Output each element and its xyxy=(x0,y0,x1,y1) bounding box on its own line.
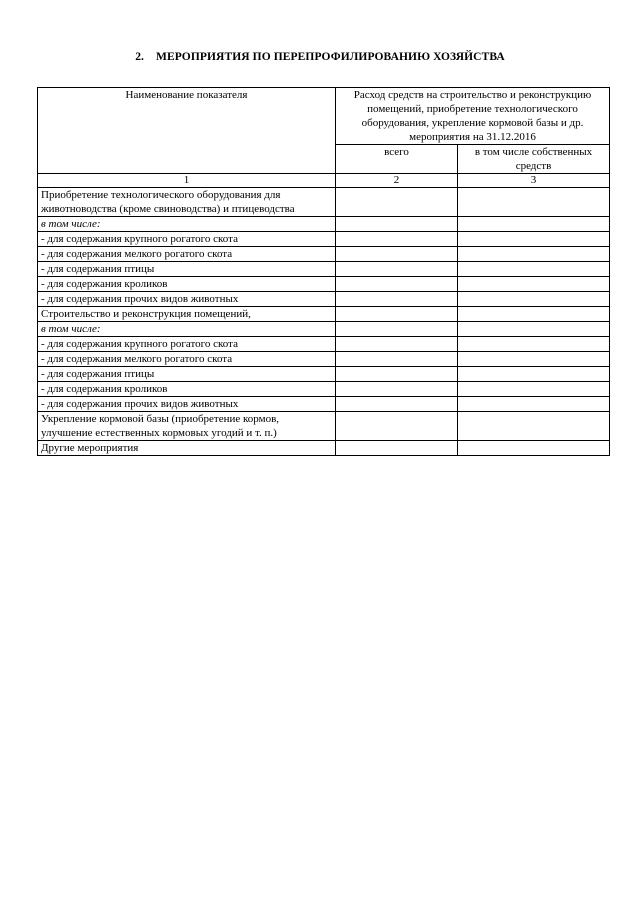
cell-own-funds[interactable] xyxy=(458,337,610,352)
header-total: всего xyxy=(336,145,458,174)
row-label: - для содержания птицы xyxy=(38,367,336,382)
row-label: Приобретение технологического оборудования для животноводства (кроме свиноводства) и птицеводства xyxy=(38,188,336,217)
row-label: Укрепление кормовой базы (приобретение кормов, улучшение естественных кормовых угодий и т. п.) xyxy=(38,412,336,441)
measures-table xyxy=(37,87,610,456)
cell-own-funds[interactable] xyxy=(458,322,610,337)
header-indicator-name: Наименование показателя xyxy=(38,88,336,174)
cell-total[interactable] xyxy=(336,412,458,441)
header-row xyxy=(38,88,610,145)
cell-total[interactable] xyxy=(336,232,458,247)
cell-total[interactable] xyxy=(336,307,458,322)
cell-own-funds[interactable] xyxy=(458,352,610,367)
table-row xyxy=(38,382,610,397)
cell-own-funds[interactable] xyxy=(458,247,610,262)
column-index-2: 2 xyxy=(336,174,458,188)
table-row xyxy=(38,352,610,367)
row-label: - для содержания прочих видов животных xyxy=(38,397,336,412)
row-label: - для содержания мелкого рогатого скота xyxy=(38,352,336,367)
cell-own-funds[interactable] xyxy=(458,217,610,232)
cell-own-funds[interactable] xyxy=(458,292,610,307)
cell-total[interactable] xyxy=(336,277,458,292)
section-heading xyxy=(0,51,640,63)
column-index-1: 1 xyxy=(38,174,336,188)
table-row xyxy=(38,277,610,292)
table-row xyxy=(38,397,610,412)
cell-total[interactable] xyxy=(336,441,458,456)
table-row xyxy=(38,322,610,337)
row-label: - для содержания птицы xyxy=(38,262,336,277)
cell-own-funds[interactable] xyxy=(458,367,610,382)
table-row xyxy=(38,247,610,262)
table-row xyxy=(38,367,610,382)
cell-total[interactable] xyxy=(336,337,458,352)
header-expenses-group: Расход средств на строительство и реконструкцию помещений, приобретение технологического оборудования, укрепление кормовой базы и др. мероприятия на 31.12.2016 xyxy=(336,88,610,145)
table-row xyxy=(38,232,610,247)
row-label: - для содержания мелкого рогатого скота xyxy=(38,247,336,262)
cell-own-funds[interactable] xyxy=(458,397,610,412)
table-row xyxy=(38,337,610,352)
cell-total[interactable] xyxy=(336,367,458,382)
cell-own-funds[interactable] xyxy=(458,412,610,441)
cell-total[interactable] xyxy=(336,262,458,277)
header-own-funds: в том числе собственных средств xyxy=(458,145,610,174)
row-label: Строительство и реконструкция помещений, xyxy=(38,307,336,322)
cell-total[interactable] xyxy=(336,352,458,367)
row-label: в том числе: xyxy=(38,217,336,232)
column-index-row xyxy=(38,174,610,188)
row-label: в том числе: xyxy=(38,322,336,337)
cell-own-funds[interactable] xyxy=(458,277,610,292)
table-row xyxy=(38,441,610,456)
cell-own-funds[interactable] xyxy=(458,307,610,322)
row-label: Другие мероприятия xyxy=(38,441,336,456)
cell-total[interactable] xyxy=(336,247,458,262)
cell-own-funds[interactable] xyxy=(458,262,610,277)
row-label: - для содержания кроликов xyxy=(38,277,336,292)
row-label: - для содержания крупного рогатого скота xyxy=(38,232,336,247)
row-label: - для содержания кроликов xyxy=(38,382,336,397)
column-index-3: 3 xyxy=(458,174,610,188)
row-label: - для содержания прочих видов животных xyxy=(38,292,336,307)
cell-own-funds[interactable] xyxy=(458,232,610,247)
cell-total[interactable] xyxy=(336,322,458,337)
table-row xyxy=(38,188,610,217)
measures-table-body xyxy=(38,88,610,456)
section-title: МЕРОПРИЯТИЯ ПО ПЕРЕПРОФИЛИРОВАНИЮ ХОЗЯЙСТВА xyxy=(156,51,505,63)
table-row xyxy=(38,217,610,232)
cell-total[interactable] xyxy=(336,217,458,232)
table-row xyxy=(38,292,610,307)
cell-own-funds[interactable] xyxy=(458,441,610,456)
cell-total[interactable] xyxy=(336,382,458,397)
cell-total[interactable] xyxy=(336,188,458,217)
cell-total[interactable] xyxy=(336,292,458,307)
cell-total[interactable] xyxy=(336,397,458,412)
row-label: - для содержания крупного рогатого скота xyxy=(38,337,336,352)
table-row xyxy=(38,412,610,441)
cell-own-funds[interactable] xyxy=(458,188,610,217)
cell-own-funds[interactable] xyxy=(458,382,610,397)
table-row xyxy=(38,262,610,277)
section-number: 2. xyxy=(135,51,145,63)
table-row xyxy=(38,307,610,322)
